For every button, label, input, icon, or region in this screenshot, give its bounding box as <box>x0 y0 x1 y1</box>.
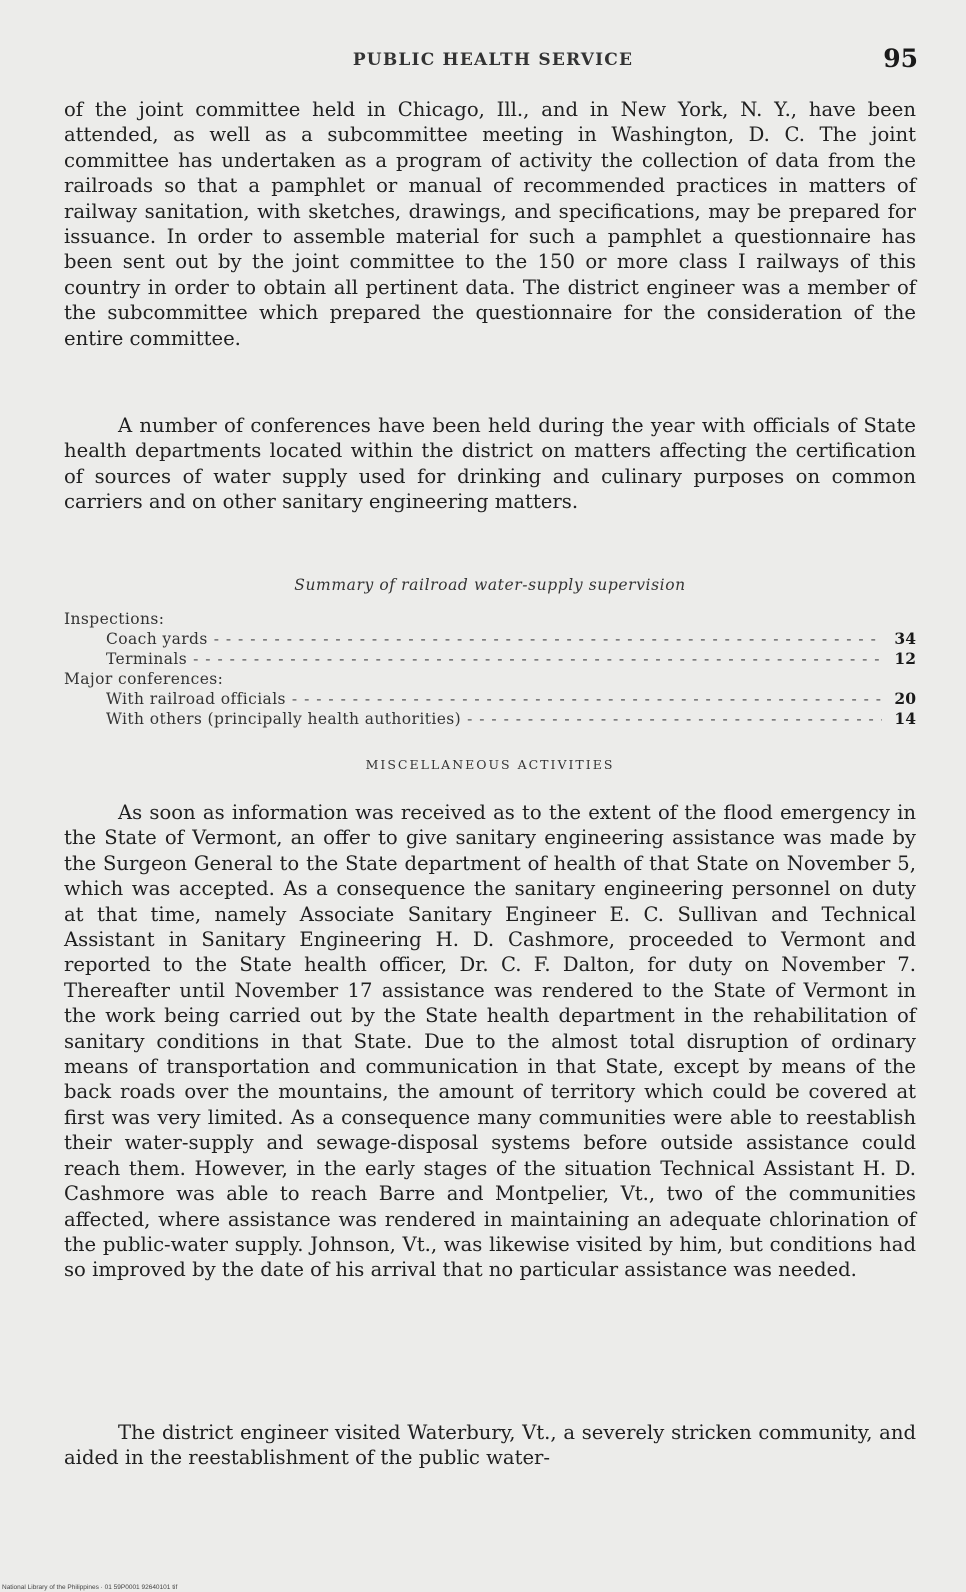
row-value: 34 <box>894 629 916 648</box>
leader-dots <box>214 629 882 649</box>
leader-dots <box>467 709 882 729</box>
table-row <box>64 629 916 649</box>
paragraph-conferences <box>64 413 916 515</box>
row-label: With railroad officials <box>106 690 286 708</box>
paragraph-vermont-flood <box>64 800 916 1283</box>
table-section-heading: Major conferences: <box>64 670 224 688</box>
table-section-heading: Inspections: <box>64 610 165 628</box>
page-number: 95 <box>883 44 918 73</box>
table-row <box>64 649 916 669</box>
table-caption: Summary of railroad water-supply supervision <box>294 576 686 594</box>
row-label: With others (principally health authorities) <box>106 710 462 728</box>
row-value: 12 <box>894 649 916 668</box>
paragraph-text: A number of conferences have been held during the year with officials of State health departments located within the district on matters affecting the certification of sources of water supply used for drinking and culinary purposes on common carriers and on other sanitary engineering matters. <box>64 414 916 514</box>
table-row <box>64 689 916 709</box>
section-heading: MISCELLANEOUS ACTIVITIES <box>365 757 615 772</box>
scan-footer: National Library of the Philippines · 01 59P0001 92640101 tif <box>2 1584 178 1591</box>
running-title: PUBLIC HEALTH SERVICE <box>352 50 634 70</box>
leader-dots <box>292 689 882 709</box>
summary-table <box>64 609 916 729</box>
paragraph-continued <box>64 97 916 351</box>
row-value: 20 <box>894 689 916 708</box>
paragraph-waterbury <box>64 1420 916 1471</box>
paragraph-text: As soon as information was received as to the extent of the flood emergency in the State of Vermont, an offer to give sanitary engineering assistance was made by the Surgeon General to the State department of health of that State on November 5, which was accepted. As a consequence the sanitary engineering personnel on duty at that time, namely Associate Sanitary Engineer E. C. Sullivan and Technical Assistant in Sanitary Engineering H. D. Cashmore, proceeded to Vermont and reported to the State health officer, Dr. C. F. Dalton, for duty on November 7. Thereafter until November 17 assistance was rendered to the State of Vermont in the work being carried out by the State health department in the rehabilitation of sanitary conditions in that State. Due to the almost total disruption of ordinary means of transportation and communication in that State, except by means of the back roads over the mountains, the amount of territory which could be covered at first was very limited. As a consequence many communities were able to reestablish their water-supply and sewage-disposal systems before outside assistance could reach them. However, in the early stages of the situation Technical Assistant H. D. Cashmore was able to reach Barre and Montpelier, Vt., two of the communities affected, where assistance was rendered in maintaining an adequate chlorination of the public-water supply. Johnson, Vt., was likewise visited by him, but conditions had so improved by the date of his arrival that no particular assistance was needed. <box>64 801 916 1282</box>
row-label: Coach yards <box>106 630 208 648</box>
leader-dots <box>193 649 882 669</box>
paragraph-text: The district engineer visited Waterbury, Vt., a severely stricken community, and aided in the reestablishment of the public water- <box>64 1421 916 1470</box>
running-header <box>64 44 922 78</box>
row-label: Terminals <box>106 650 188 668</box>
table-row <box>64 709 916 729</box>
row-value: 14 <box>894 709 916 728</box>
paragraph-text: of the joint committee held in Chicago, Ill., and in New York, N. Y., have been attended, as well as a subcommittee meeting in Washington, D. C. The joint committee has undertaken as a program of activity the collection of data from the railroads so that a pamphlet or manual of recommended practices in matters of railway sanitation, with sketches, drawings, and specifications, may be prepared for issuance. In order to assemble material for such a pamphlet a questionnaire has been sent out by the joint committee to the 150 or more class I railways of this country in order to obtain all pertinent data. The district engineer was a member of the subcommittee which prepared the questionnaire for the consideration of the entire committee. <box>64 98 916 350</box>
